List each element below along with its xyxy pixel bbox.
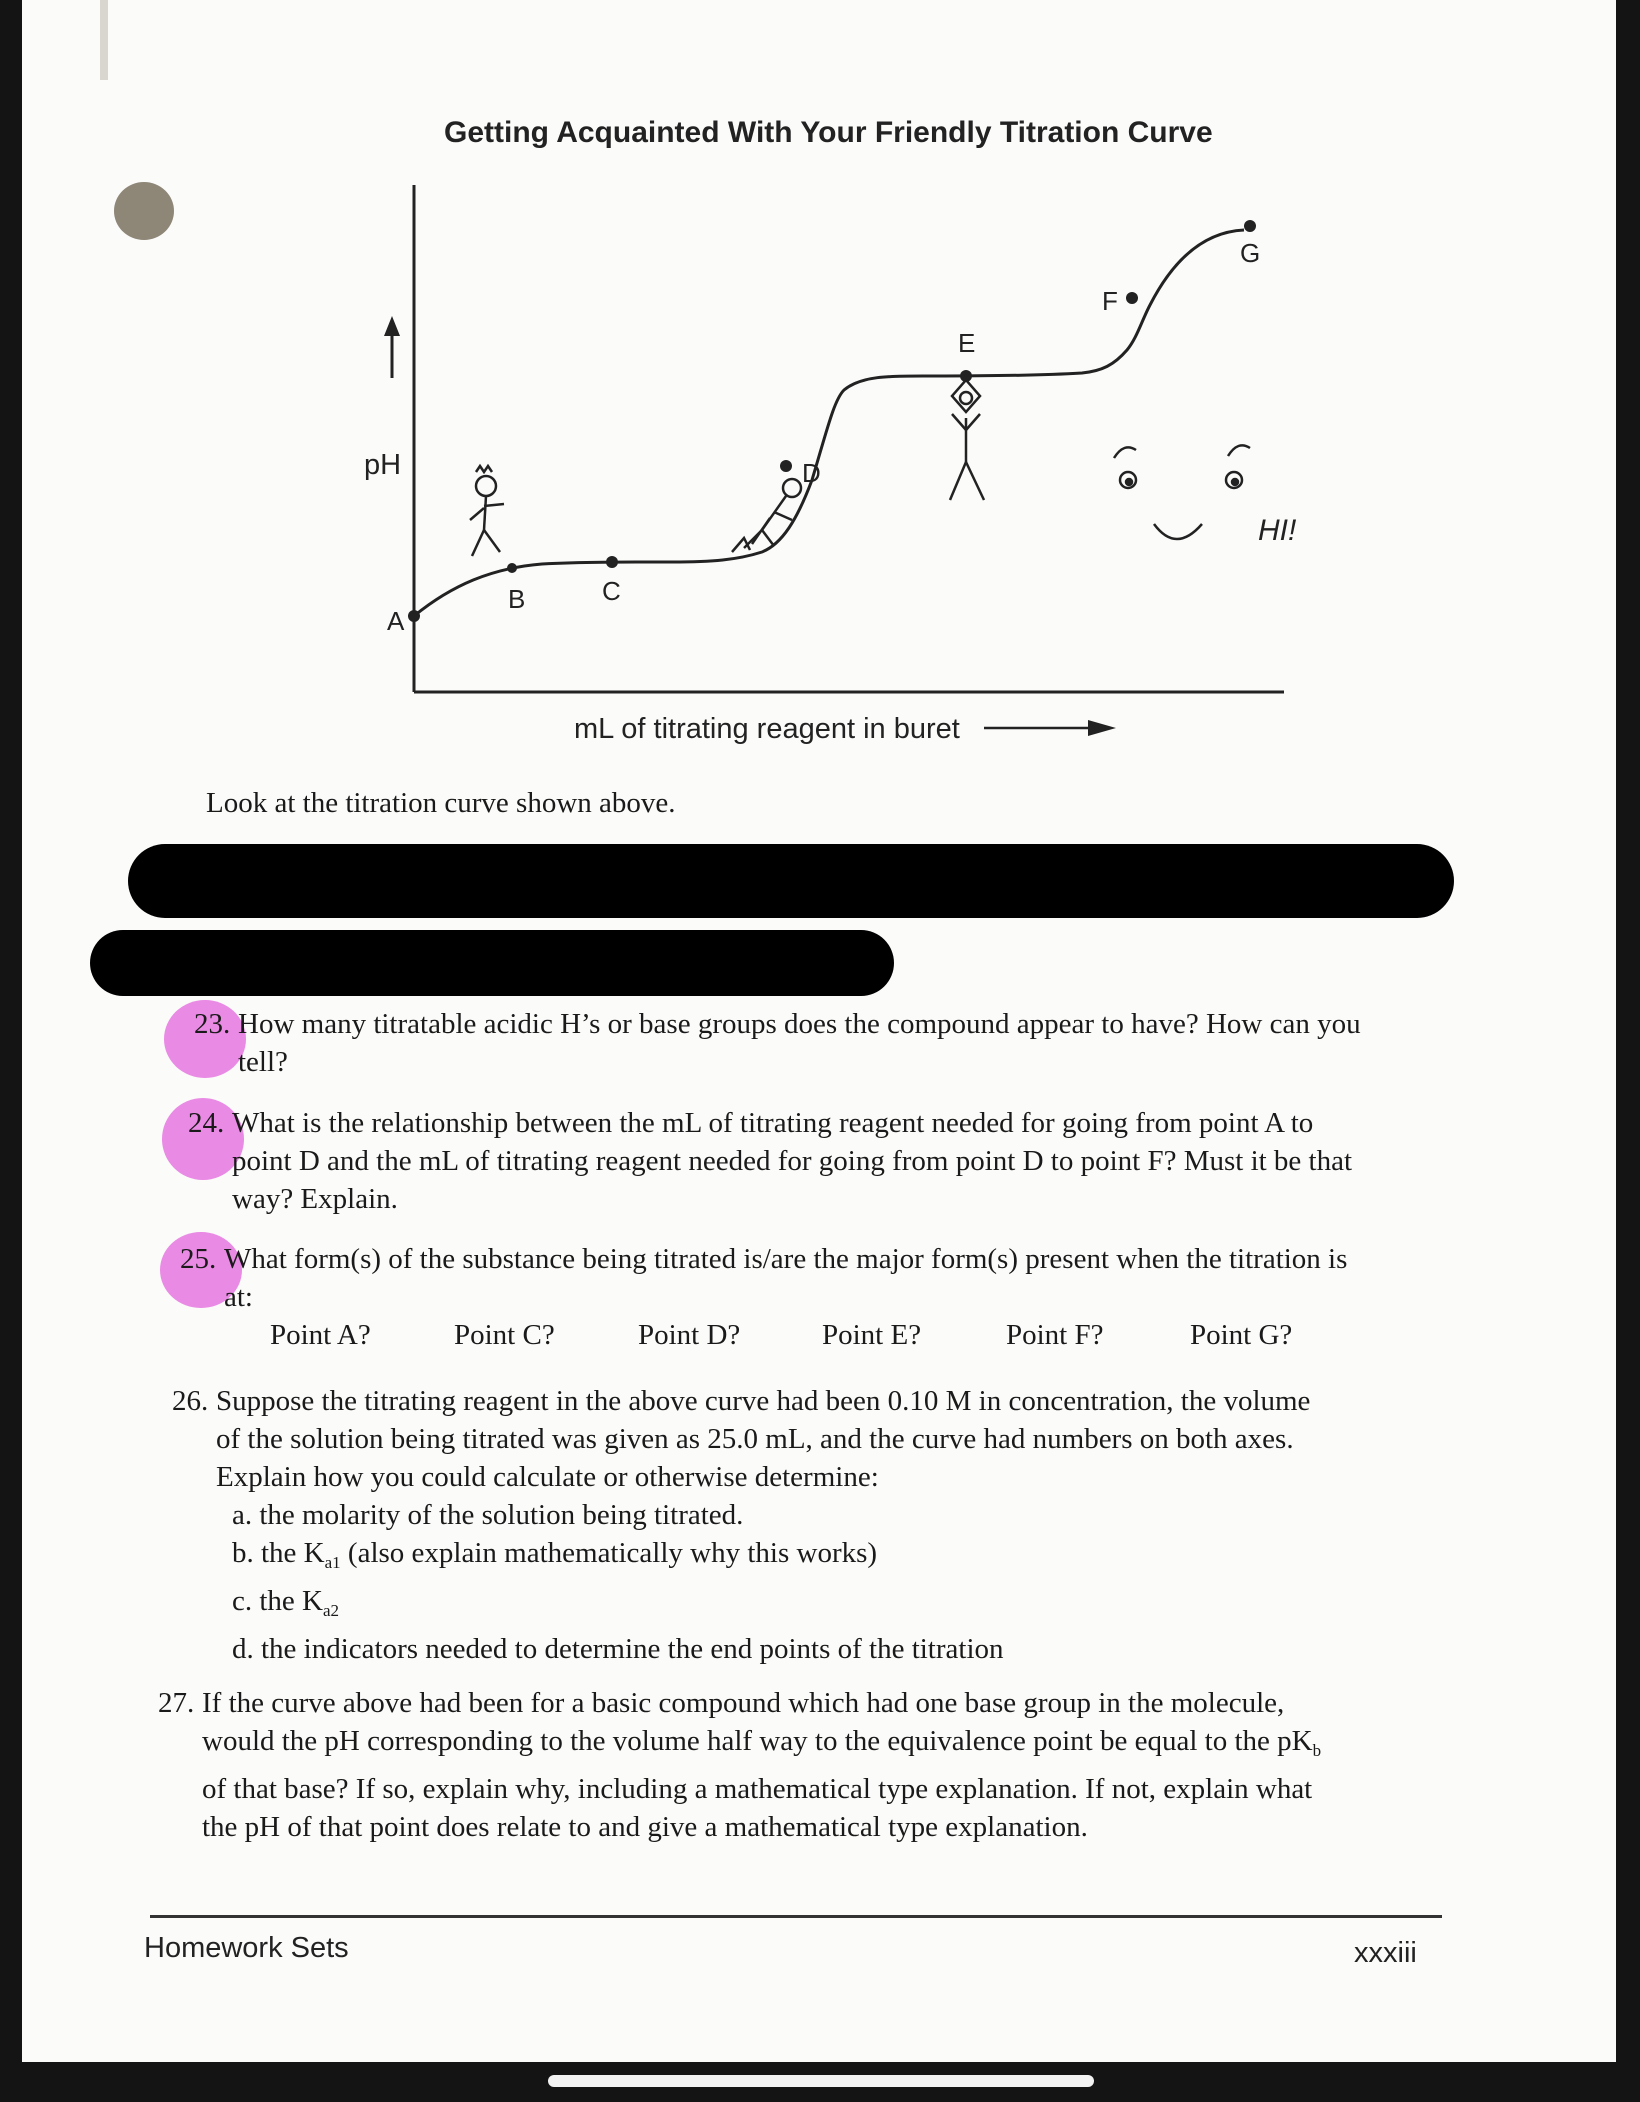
point-b-marker (507, 563, 517, 573)
question-number: 26. (172, 1385, 209, 1417)
point-b-label: B (508, 584, 526, 614)
question-24 (188, 1104, 1498, 1218)
point-d-marker (780, 460, 792, 472)
point-f-label: F (1102, 286, 1118, 316)
q25-point-g: Point G? (1190, 1319, 1293, 1351)
stick-figure-walking (470, 466, 504, 556)
question-text: Suppose the titrating reagent in the above curve had been 0.10 M in concentration, the volume (216, 1385, 1311, 1417)
question-number: 24. (188, 1107, 225, 1139)
point-a-label: A (387, 606, 405, 636)
q25-point-c: Point C? (454, 1319, 555, 1351)
redaction-bar-2 (90, 930, 894, 996)
q26-part-a: a. the molarity of the solution being titrated. (232, 1499, 744, 1531)
question-23 (194, 1005, 1494, 1081)
point-c-marker (606, 556, 618, 568)
question-text: How many titratable acidic H’s or base groups does the compound appear to have? How can you (238, 1008, 1361, 1040)
point-f-marker (1126, 292, 1138, 304)
question-27 (158, 1684, 1488, 1846)
hi-annotation: HI! (1258, 514, 1297, 547)
stick-figure-climbing (732, 479, 801, 552)
q25-point-a: Point A? (270, 1319, 371, 1351)
point-g-label: G (1240, 238, 1261, 268)
question-text: of the solution being titrated was given as 25.0 mL, and the curve had numbers on both axes. (216, 1423, 1294, 1455)
question-number: 23. (194, 1008, 231, 1040)
question-text: the pH of that point does relate to and give a mathematical type explanation. (202, 1811, 1088, 1843)
question-25 (180, 1240, 1500, 1316)
question-26 (172, 1382, 1492, 1668)
question-text: Explain how you could calculate or otherwise determine: (216, 1461, 879, 1493)
question-text: of that base? If so, explain why, including a mathematical type explanation. If not, explain what (202, 1773, 1313, 1805)
titration-chart (22, 0, 1616, 760)
y-axis-label: pH (364, 449, 402, 481)
q26-part-b: b. the $K_{a1}$ (also explain mathematically why this works) (232, 1537, 878, 1572)
question-text: tell? (238, 1046, 288, 1078)
smiley-face-doodle (1114, 445, 1250, 539)
question-text: at: (224, 1281, 253, 1313)
question-text: What form(s) of the substance being titrated is/are the major form(s) present when the titration is (224, 1243, 1348, 1275)
question-text: way? Explain. (232, 1183, 398, 1215)
footer-divider (150, 1915, 1442, 1918)
ph-arrow-head (384, 316, 400, 336)
point-g-marker (1244, 220, 1256, 232)
point-a-marker (408, 610, 420, 622)
q25-point-d: Point D? (638, 1319, 741, 1351)
point-c-label: C (602, 576, 621, 606)
titration-curve (414, 230, 1244, 616)
q25-point-e: Point E? (822, 1319, 922, 1351)
question-text: would the pH corresponding to the volume half way to the equivalence point be equal to the $pK_b$ (202, 1725, 1322, 1760)
question-number: 25. (180, 1243, 217, 1275)
q25-point-list (22, 1316, 1616, 1356)
chart-title: Getting Acquainted With Your Friendly Titration Curve (444, 116, 1213, 149)
question-text: point D and the mL of titrating reagent needed for going from point D to point F? Must it be that (232, 1145, 1353, 1177)
question-number: 27. (158, 1687, 195, 1719)
home-indicator-bar[interactable] (548, 2075, 1094, 2087)
q26-part-d: d. the indicators needed to determine the end points of the titration (232, 1633, 1004, 1665)
intro-text: Look at the titration curve shown above. (206, 787, 676, 819)
redaction-bar-1 (128, 844, 1454, 918)
point-d-label: D (802, 458, 821, 488)
question-text: If the curve above had been for a basic compound which had one base group in the molecule, (202, 1687, 1285, 1719)
footer-page-number: xxxiii (1354, 1937, 1417, 1969)
stick-figure-cheering (950, 380, 984, 500)
question-text: What is the relationship between the mL of titrating reagent needed for going from point A to (232, 1107, 1314, 1139)
x-axis-label: mL of titrating reagent in buret (574, 713, 960, 745)
footer-section-title: Homework Sets (144, 1932, 349, 1964)
q26-part-c: c. the $K_{a2}$ (232, 1585, 340, 1620)
x-arrow-head (1088, 720, 1116, 736)
point-e-label: E (958, 328, 976, 358)
worksheet-page (22, 0, 1616, 2062)
q25-point-f: Point F? (1006, 1319, 1104, 1351)
